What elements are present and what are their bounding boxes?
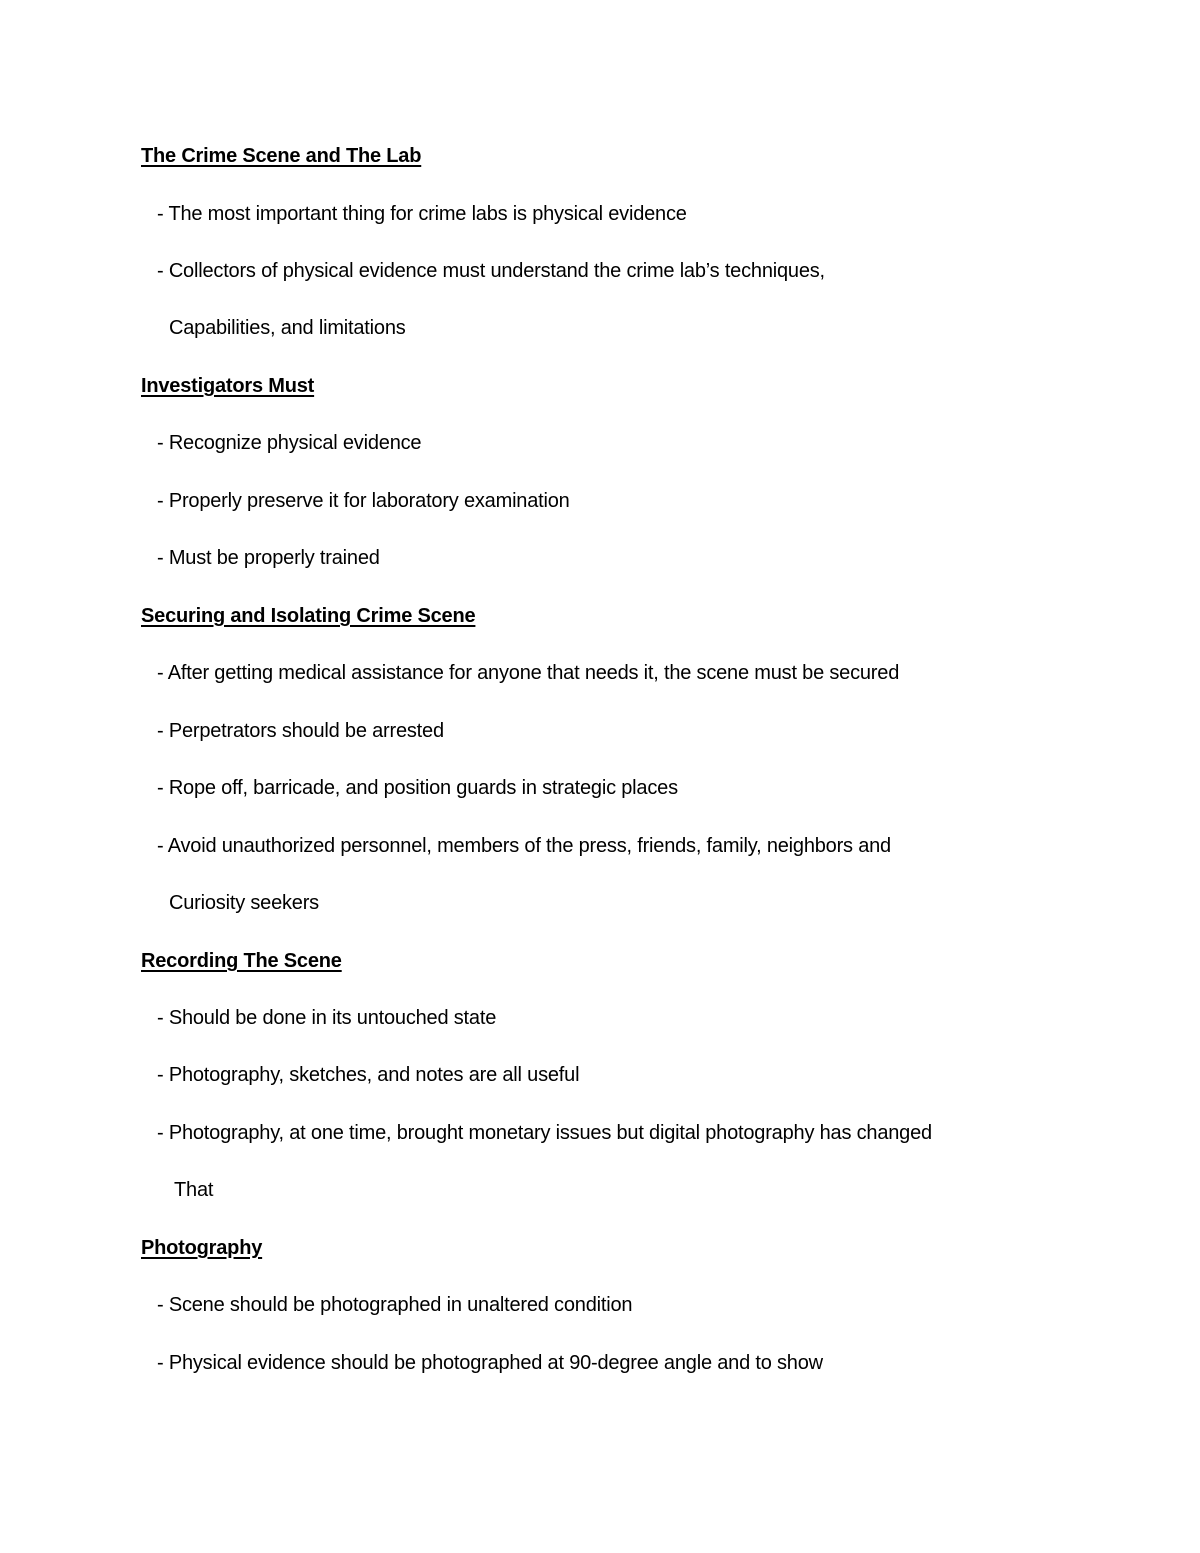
bullet-line: - After getting medical assistance for anyone that needs it, the scene must be secured bbox=[157, 662, 900, 684]
continuation-line: Curiosity seekers bbox=[169, 892, 319, 914]
section-heading-investigators-must: Investigators Must bbox=[141, 375, 315, 397]
bullet-line: - Collectors of physical evidence must understand the crime lab’s techniques, bbox=[157, 260, 825, 282]
bullet-line: - Scene should be photographed in unaltered condition bbox=[157, 1294, 633, 1316]
bullet-line: - Recognize physical evidence bbox=[157, 432, 422, 454]
bullet-line: - Rope off, barricade, and position guards in strategic places bbox=[157, 777, 678, 799]
section-heading-crime-scene-and-lab: The Crime Scene and The Lab bbox=[141, 145, 422, 167]
bullet-line: - The most important thing for crime labs is physical evidence bbox=[157, 203, 687, 225]
bullet-line: - Photography, at one time, brought monetary issues but digital photography has changed bbox=[157, 1122, 932, 1144]
section-heading-securing-isolating: Securing and Isolating Crime Scene bbox=[141, 605, 476, 627]
section-heading-photography: Photography bbox=[141, 1237, 263, 1259]
continuation-line: Capabilities, and limitations bbox=[169, 317, 406, 339]
bullet-line: - Should be done in its untouched state bbox=[157, 1007, 497, 1029]
bullet-line: - Avoid unauthorized personnel, members of the press, friends, family, neighbors and bbox=[157, 835, 891, 857]
bullet-line: - Properly preserve it for laboratory examination bbox=[157, 490, 570, 512]
continuation-line: That bbox=[174, 1179, 214, 1201]
bullet-line: - Perpetrators should be arrested bbox=[157, 720, 444, 742]
bullet-line: - Physical evidence should be photographed at 90-degree angle and to show bbox=[157, 1352, 823, 1374]
bullet-line: - Photography, sketches, and notes are all useful bbox=[157, 1064, 580, 1086]
section-heading-recording-scene: Recording The Scene bbox=[141, 950, 342, 972]
bullet-line: - Must be properly trained bbox=[157, 547, 380, 569]
